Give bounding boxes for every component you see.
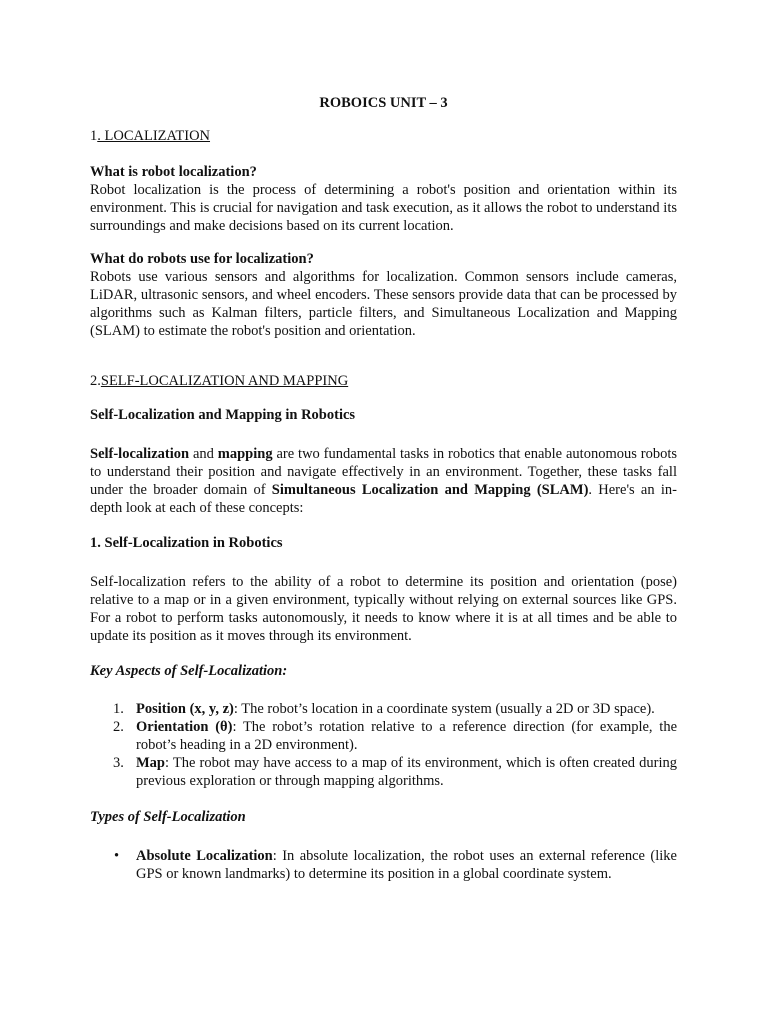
section-2-title: SELF-LOCALIZATION AND MAPPING <box>100 373 349 389</box>
intro-text-1: are two fundamental tasks in robotics that enable autonomous robots to understand their position and navigate effectively in an environment. Together, these tasks fall under the broader domain of <box>90 446 677 498</box>
list-item <box>90 700 677 718</box>
answer-what-do-robots-use: Robots use various sensors and algorithms for localization. Common sensors include cameras, LiDAR, ultrasonic sensors, and wheel encoders. These sensors provide data that can be processed by algorithms such as Kalman filters, particle filters, and Simultaneous Localization and Mapping (SLAM) to estimate the robot's position and orientation. <box>90 269 677 339</box>
section-1-number: 1 <box>90 128 98 144</box>
question-what-do-robots-use: What do robots use for localization? <box>90 251 314 267</box>
term-mapping: mapping <box>217 446 273 462</box>
intro-and: and <box>189 446 218 462</box>
term-slam: Simultaneous Localization and Mapping (SLAM) <box>271 482 589 498</box>
key-aspects-heading: Key Aspects of Self-Localization: <box>90 663 288 679</box>
list-number: 3. <box>113 755 124 771</box>
intro-text-2: . Here's an in-depth look at each of these concepts: <box>90 482 677 516</box>
slam-intro-paragraph <box>90 445 677 517</box>
section-2-heading <box>90 372 677 390</box>
section-1-heading <box>90 127 677 145</box>
list-term: Position (x, y, z) <box>136 701 234 717</box>
document-title: ROBOICS UNIT – 3 <box>319 95 448 111</box>
question-what-is-localization: What is robot localization? <box>90 164 257 180</box>
list-term: Map <box>136 755 165 771</box>
list-term: Absolute Localization <box>136 848 273 864</box>
types-heading: Types of Self-Localization <box>90 809 246 825</box>
section-2-subheading: Self-Localization and Mapping in Robotics <box>90 407 356 423</box>
bullet-icon: • <box>114 848 120 864</box>
list-text: : In absolute localization, the robot uses an external reference (like GPS or known landmarks) to determine its position in a global coordinate system. <box>136 848 677 882</box>
key-aspects-list <box>90 700 677 790</box>
list-number: 2. <box>113 719 124 735</box>
section-1-title: . LOCALIZATION <box>97 128 211 144</box>
list-text: : The robot may have access to a map of its environment, which is often created during previous exploration or through mapping algorithms. <box>136 755 677 789</box>
answer-what-is-localization: Robot localization is the process of determining a robot's position and orientation within its environment. This is crucial for navigation and task execution, as it allows the robot to understand its surroundings and make decisions based on its current location. <box>90 182 677 234</box>
self-localization-paragraph: Self-localization refers to the ability of a robot to determine its position and orientation (pose) relative to a map or in a given environment, typically without relying on external sources like GPS. For a robot to perform tasks autonomously, it needs to know where it is at all times and be able to update its position as it moves through its environment. <box>90 574 677 644</box>
list-text: : The robot’s rotation relative to a reference direction (for example, the robot’s heading in a 2D environment). <box>136 719 678 753</box>
list-number: 1. <box>113 701 124 717</box>
section-2-number: 2. <box>90 373 101 389</box>
types-list <box>90 847 677 883</box>
list-item <box>90 847 677 883</box>
subsection-self-localization-heading: 1. Self-Localization in Robotics <box>90 535 283 551</box>
term-self-localization: Self-localization <box>90 446 190 462</box>
list-item <box>90 718 677 754</box>
list-item <box>90 754 677 790</box>
list-term: Orientation (θ) <box>136 719 233 735</box>
list-text: : The robot’s location in a coordinate system (usually a 2D or 3D space). <box>233 701 655 717</box>
